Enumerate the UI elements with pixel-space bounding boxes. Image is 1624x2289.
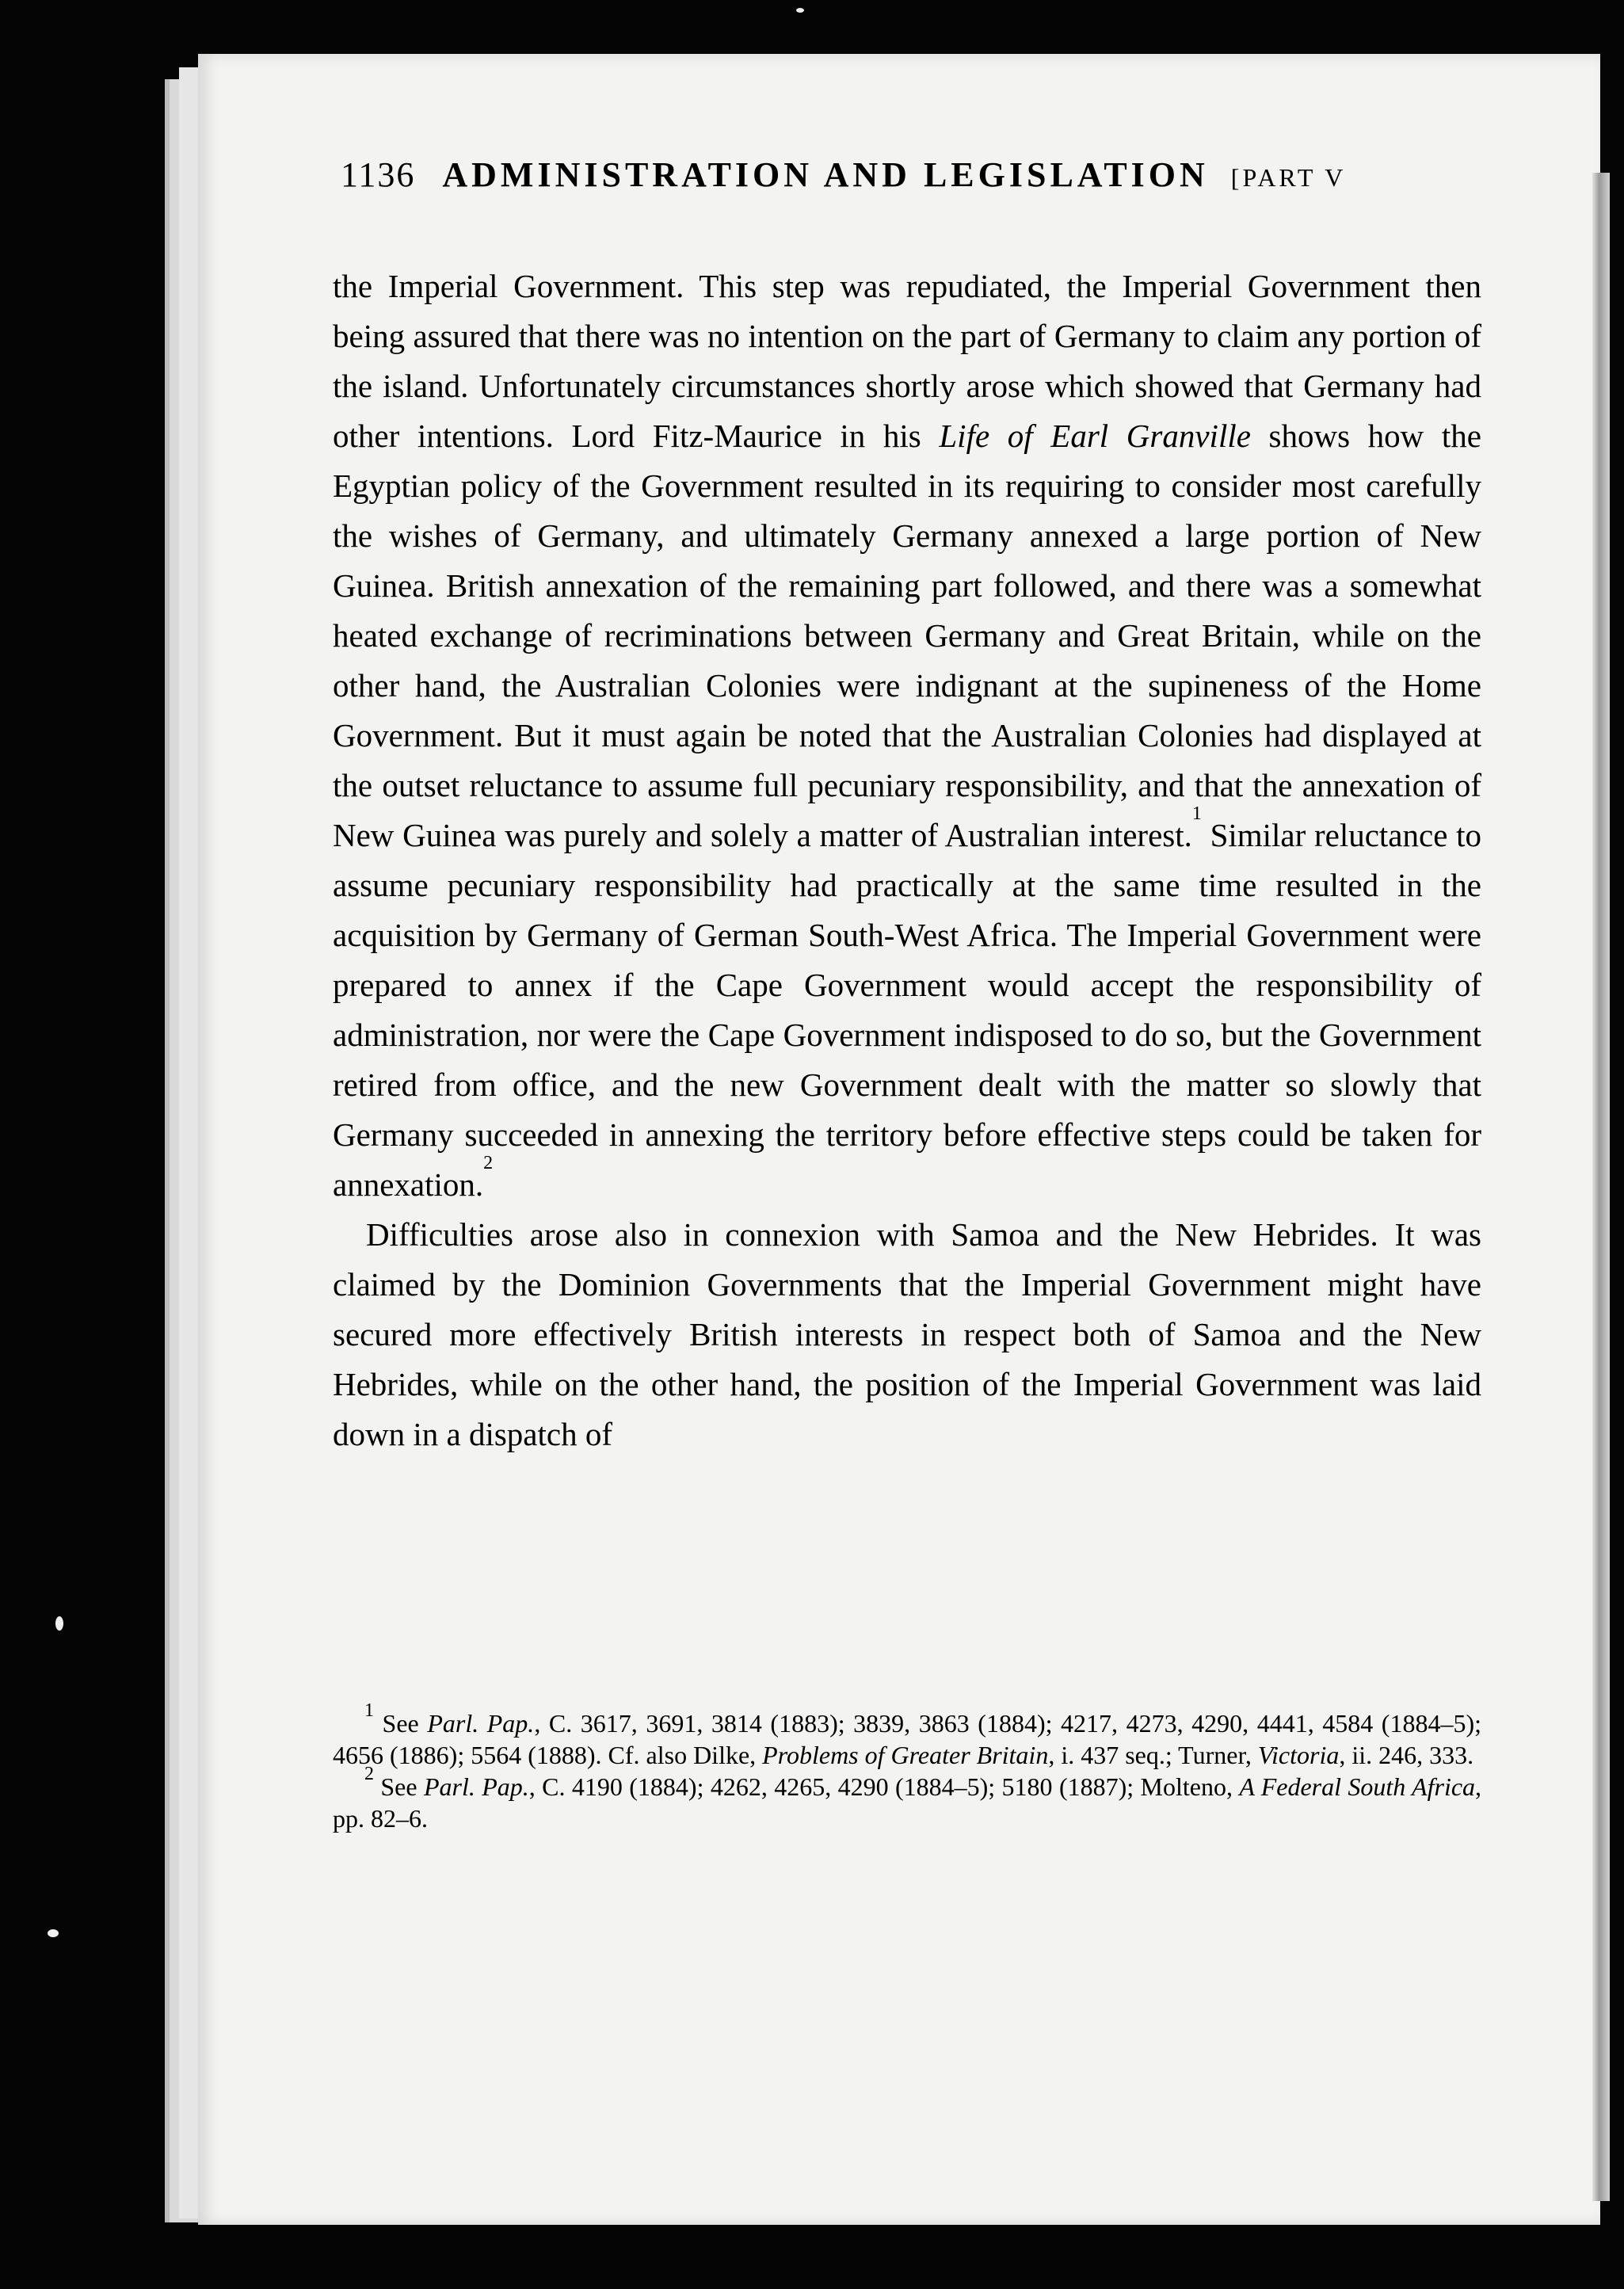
footnotes <box>333 1700 1482 1834</box>
footnote-2-italic: Parl. Pap. <box>423 1772 529 1801</box>
footnote-1-italic: Victoria <box>1257 1741 1340 1769</box>
paragraph-1 <box>333 261 1481 1210</box>
footnote-1-text: , C. 3617, 3691, 3814 (1883); 3839, 3863 (1884); 4217, 4273, 4290, 4441, 4584 (1884–5); 4656 (1886); 5564 (1888). Cf. also Dilke, <box>333 1709 1482 1769</box>
footnote-1-text: , ii. 246, 333. <box>1339 1741 1474 1769</box>
body-text <box>333 261 1481 1459</box>
footnote-1-italic: Problems of Greater Britain <box>762 1741 1049 1769</box>
footnote-1-text: See <box>374 1709 428 1738</box>
running-header <box>341 155 1576 195</box>
book-title-italic: Life of Earl Granville <box>939 418 1251 454</box>
scan-speck <box>48 1929 59 1937</box>
paragraph-1-text-b: shows how the Egyptian policy of the Government resulted in its requiring to consider most carefully the wishes of Germany, and ultimately Germany annexed a large portion of New Guinea. British annexation of the remaining part followed, and there was a somewhat heated exchange of recriminations between Germany and Great Britain, while on the other hand, the Australian Colonies were indignant at the supineness of the Home Government. But it must again be noted that the Australian Colonies had displayed at the outset reluctance to assume full pecuniary responsibility, and that the annexation of New Guinea was purely and solely a matter of Australian interest. <box>333 418 1481 853</box>
footnote-ref-1: 1 <box>1191 803 1202 824</box>
footnote-1-italic: Parl. Pap. <box>427 1709 535 1738</box>
page-number: 1136 <box>341 155 416 194</box>
footnote-1-text: , i. 437 seq.; Turner, <box>1048 1741 1258 1769</box>
footnote-2-text: , C. 4190 (1884); 4262, 4265, 4290 (1884–5); 5180 (1887); Molteno, <box>528 1772 1240 1801</box>
footnote-2-mark: 2 <box>364 1764 374 1784</box>
page-edge-shadow <box>1592 173 1610 2201</box>
paragraph-2: Difficulties arose also in connexion with Samoa and the New Hebrides. It was claimed by the Dominion Governments that the Imperial Government might have secured more effectively British interests in respect both of Samoa and the New Hebrides, while on the other hand, the position of the Imperial Government was laid down in a dispatch of <box>333 1216 1481 1452</box>
part-label: [PART V <box>1230 163 1347 192</box>
footnote-2-text: , pp. 82–6. <box>333 1772 1482 1833</box>
scan-speck <box>55 1616 63 1631</box>
footnote-1-mark: 1 <box>364 1700 374 1721</box>
footnote-ref-2: 2 <box>483 1153 494 1173</box>
scan-speck <box>796 8 804 13</box>
running-title: ADMINISTRATION AND LEGISLATION <box>442 155 1209 194</box>
footnote-1 <box>333 1700 1482 1771</box>
paragraph-1-text-c: Similar reluctance to assume pecuniary responsibility had practically at the same time resulted in the acquisition by Germany of German South-West Africa. The Imperial Government were prepared to annex if the Cape Government would accept the responsibility of administration, nor were the Cape Government indisposed to do so, but the Government retired from office, and the new Government dealt with the matter so slowly that Germany succeeded in annexing the territory before effective steps could be taken for annexation. <box>333 817 1481 1203</box>
footnote-2-text: See <box>374 1772 424 1801</box>
footnote-2-italic: A Federal South Africa <box>1239 1772 1476 1801</box>
paragraph-1-text-a: the Imperial Government. This step was repudiated, the Imperial Government then being assured that there was no intention on the part of Germany to claim any portion of the island. Unfortunately circumstances shortly arose which showed that Germany had other intentions. Lord Fitz-Maurice in his <box>333 268 1481 454</box>
footnote-2 <box>333 1764 1482 1834</box>
